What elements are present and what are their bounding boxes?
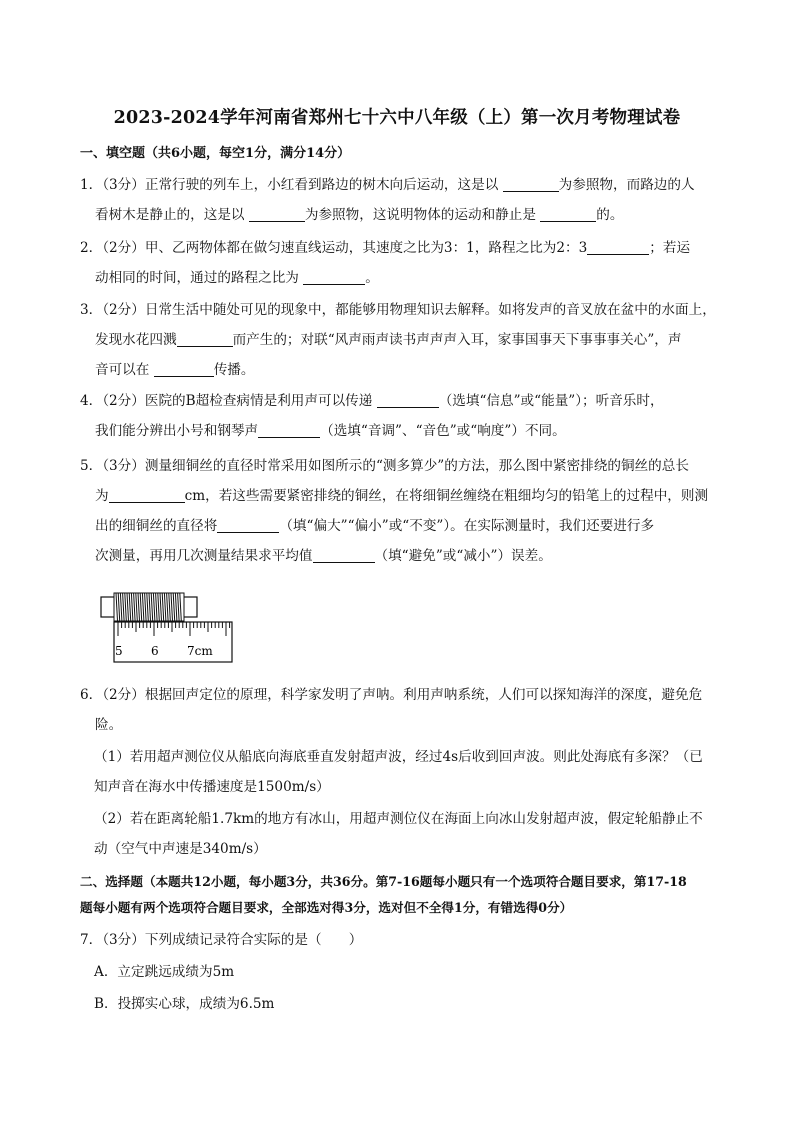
answer-blank (540, 207, 596, 222)
question-text: 2．（2分）甲、乙两物体都在做匀速直线运动，其速度之比为3：1，路程之比为2：3 (80, 240, 588, 256)
question-text: 7．（3分）下列成绩记录符合实际的是（ ） (80, 932, 363, 948)
section-text: 题每小题有两个选项符合题目要求，全部选对得3分，选对但不全得1分，有错选得0分） (80, 900, 573, 915)
question-text: 1．（3分）正常行驶的列车上，小红看到路边的树木向后运动，这是以 (80, 177, 503, 193)
question-text: 我们能分辨出小号和钢琴声 (95, 423, 259, 439)
question-text: 出的细铜丝的直径将 (95, 518, 218, 534)
question-text: cm，若这些需要紧密排绕的铜丝，在将细铜丝缠绕在粗细均匀的铅笔上的过程中，则测 (184, 488, 709, 504)
answer-blank (249, 207, 305, 222)
answer-blank (217, 518, 279, 533)
answer-blank (587, 240, 649, 255)
question-text: 。 (365, 270, 379, 286)
page-title: 2023-2024学年河南省郑州七十六中八年级（上）第一次月考物理试卷 (113, 108, 681, 128)
question-text: 而产生的；对联“风声雨声读书声声声入耳，家事国事天下事事事关心”，声 (232, 332, 682, 348)
copper-wire-coil (114, 593, 184, 621)
question-text: 看树木是静止的，这是以 (95, 207, 249, 223)
question-text: ；若运 (649, 240, 691, 256)
question-text: （1）若用超声测位仪从船底向海底垂直发射超声波，经过4s后收到回声波。则此处海底有多深？（已 (94, 749, 703, 765)
ruler-tick-label: 5 (115, 644, 123, 658)
question-text: 为参照物，而路边的人 (558, 177, 695, 193)
answer-blank (154, 362, 214, 377)
question-text: （填“偏大”“偏小”或“不变”）。在实际测量时，我们还要进行多 (279, 518, 655, 534)
question-text: 动相同的时间，通过的路程之比为 (95, 270, 304, 286)
question-text: 3．（2分）日常生活中随处可见的现象中，都能够用物理知识去解释。如将发声的音叉放在盆中的水面上， (80, 302, 716, 318)
question-5 (80, 451, 720, 571)
question-text: 险。 (95, 717, 123, 733)
question-text: 5．（3分）测量细铜丝的直径时常采用如图所示的“测多算少”的方法，那么图中紧密排绕的铜丝的总长 (80, 458, 689, 474)
question-text: （2）若在距离轮船1.7km的地方有冰山，用超声测位仪在海面上向冰山发射超声波，假定轮船静止不 (94, 811, 703, 827)
ruler (114, 622, 232, 662)
question-text: 4．（2分）医院的B超检查病情是利用声可以传递 (80, 393, 377, 409)
section-text: 二、选择题（本题共12小题，每小题3分，共36分。第7-16题每小题只有一个选项符合题目要求，第17-18 (80, 874, 687, 889)
section-heading-choice (80, 869, 720, 921)
option-b: B．投掷实心球，成绩为6.5m (94, 996, 275, 1012)
question-3 (80, 295, 720, 385)
question-7 (80, 925, 720, 955)
question-text: （填“避免”或“减小”）误差。 (374, 548, 552, 564)
wire-ruler-figure (96, 584, 238, 664)
question-text: 传播。 (213, 362, 255, 378)
ruler-tick-label: 6 (151, 644, 159, 658)
question-4 (80, 386, 720, 446)
ruler-tick-label: 7cm (187, 644, 213, 658)
question-text: 次测量，再用几次测量结果求平均值 (95, 548, 313, 564)
answer-blank (109, 488, 185, 503)
option-a: A．立定跳远成绩为5m (94, 964, 235, 980)
question-text: 的。 (596, 207, 624, 223)
question-2 (80, 233, 720, 293)
answer-blank (503, 177, 559, 192)
answer-blank (377, 393, 439, 408)
question-text: 6．（2分）根据回声定位的原理，科学家发明了声呐。利用声呐系统，人们可以探知海洋的深度，避免危 (80, 687, 703, 703)
question-text: 动（空气中声速是340m/s） (94, 841, 267, 857)
question-6-part-2 (94, 804, 724, 864)
question-text: 为参照物，这说明物体的运动和静止是 (304, 207, 541, 223)
question-6 (80, 680, 720, 740)
question-text: （选填“音调”、“音色”或“响度”）不同。 (320, 423, 566, 439)
question-text: 发现水花四溅 (95, 332, 177, 348)
answer-blank (258, 423, 320, 438)
answer-blank (313, 548, 375, 563)
question-text: 知声音在海水中传播速度是1500m/s） (94, 779, 330, 795)
answer-blank (177, 332, 233, 347)
question-text: 为 (95, 488, 109, 504)
answer-blank (303, 270, 365, 285)
question-text: 音可以在 (95, 362, 154, 378)
question-text: （选填“信息”或“能量”）；听音乐时， (438, 393, 664, 409)
question-1 (80, 170, 720, 230)
section-heading-fill-blank: 一、填空题（共6小题，每空1分，满分14分） (80, 146, 351, 161)
question-6-part-1 (94, 742, 724, 802)
